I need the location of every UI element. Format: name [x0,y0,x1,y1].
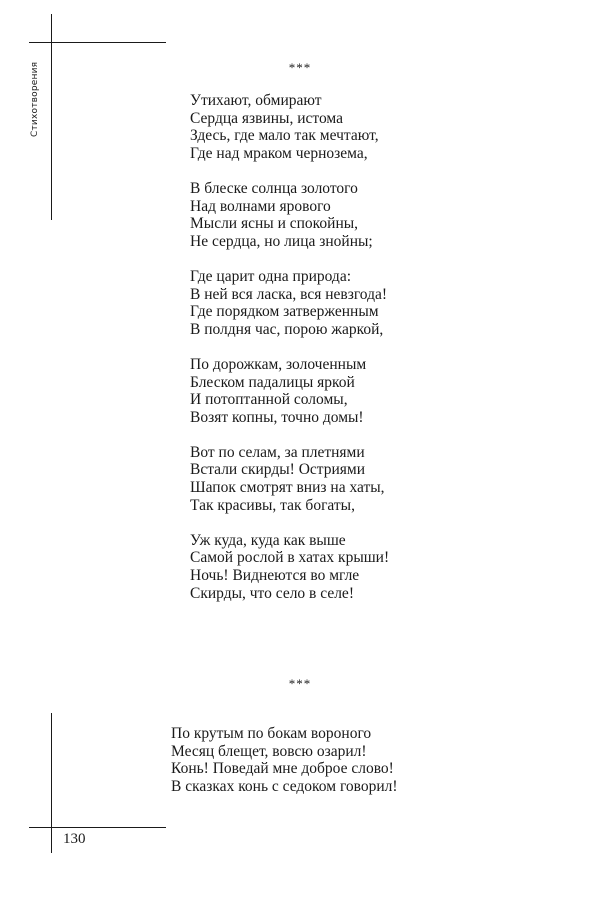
verse-line: Блеском падалицы яркой [190,373,355,391]
verse-line: В ней вся ласка, вся невзгода! [190,285,388,303]
verse-line: Шапок смотрят вниз на хаты, [190,479,385,497]
verse-line: В полдня час, порою жаркой, [190,320,384,338]
verse-line: Вот по селам, за плетнями [190,443,365,461]
section-label: Стихотворения [30,61,40,137]
poem-2 [171,725,398,795]
poem-1 [190,92,389,602]
verse-line: Так красивы, так богаты, [190,496,355,514]
verse-line: Месяц блещет, вовсю озарил! [171,742,367,760]
poem-1-separator: *** [288,60,312,75]
verse-line: Над волнами ярового [190,197,331,215]
verse-line: Уж куда, куда как выше [190,531,346,549]
bottom-horizontal-rule [29,827,166,828]
verse-line: Не сердца, но лица знойны; [190,232,373,250]
verse-line: Мысли ясны и спокойны, [190,215,359,233]
verse-line: Самой рослой в хатах крыши! [190,549,390,567]
bottom-vertical-rule [51,713,52,853]
verse-line: Где порядком затверженным [190,303,379,321]
stanza [190,180,389,250]
verse-line: Утихают, обмирают [190,92,322,109]
verse-line: В блеске солнца золотого [190,179,358,197]
page-number: 130 [63,831,86,847]
verse-line: Возят копны, точно домы! [190,408,364,426]
verse-line: По крутым по бокам вороного [171,725,372,742]
verse-line: Где над мраком чернозема, [190,144,368,162]
poem-2-separator: *** [288,676,312,691]
stanza [171,725,398,795]
verse-line: Ночь! Виднеются во мгле [190,567,360,585]
stanza [190,92,389,162]
verse-line: И потоптанной соломы, [190,391,348,409]
verse-line: Где царит одна природа: [190,267,352,285]
stanza [190,268,389,338]
stanza [190,444,389,514]
top-horizontal-rule [29,42,166,43]
verse-line: По дорожкам, золоченным [190,355,367,373]
verse-line: Скирды, что село в селе! [190,584,354,602]
verse-line: Конь! Поведай мне доброе слово! [171,760,394,778]
top-vertical-rule [51,14,52,220]
stanza [190,532,389,602]
stanza [190,356,389,426]
verse-line: Здесь, где мало так мечтают, [190,127,379,145]
verse-line: В сказках конь с седоком говорил! [171,777,398,795]
verse-line: Встали скирды! Остриями [190,461,366,479]
verse-line: Сердца язвины, истома [190,109,343,127]
